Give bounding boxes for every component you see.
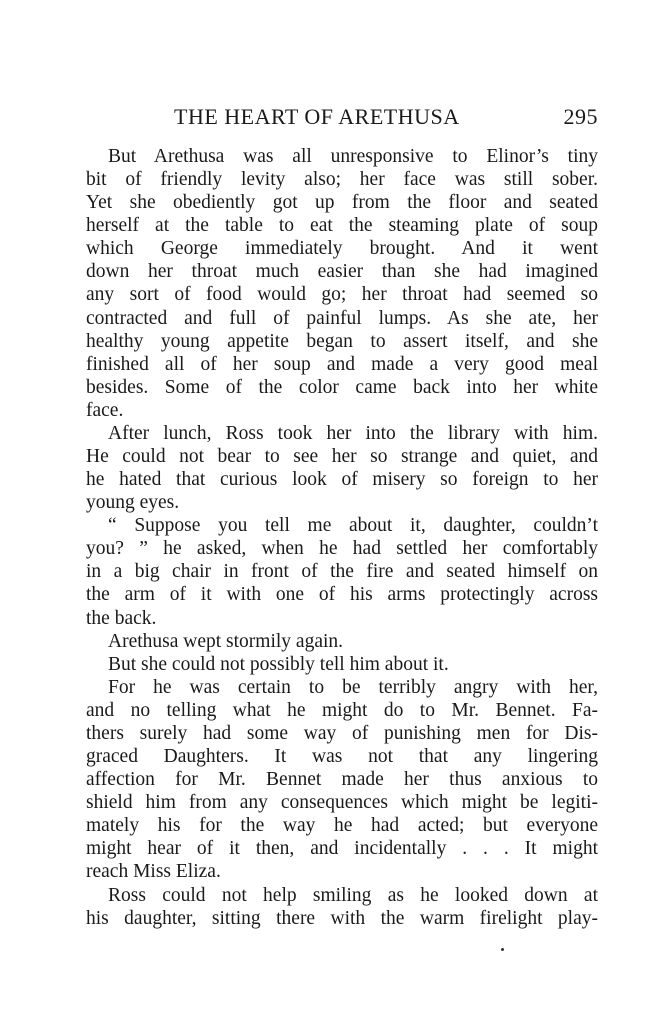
- text-line: thers surely had some way of punishing men for Dis-: [86, 722, 598, 744]
- text-line: finished all of her soup and made a very good meal: [86, 353, 598, 375]
- text-line: Yet she obediently got up from the floor and seated: [86, 192, 598, 214]
- text-line: For he was certain to be terribly angry with her,: [108, 676, 598, 698]
- text-line: herself at the table to eat the steaming plate of soup: [86, 215, 598, 237]
- text-line: any sort of food would go; her throat had seemed so: [86, 284, 598, 306]
- text-line: in a big chair in front of the fire and seated himself on: [86, 561, 598, 583]
- text-line: face.: [86, 399, 124, 421]
- text-line: besides. Some of the color came back into her white: [86, 376, 598, 398]
- text-line: he hated that curious look of misery so foreign to her: [86, 469, 598, 491]
- text-line: He could not bear to see her so strange and quiet, and: [86, 446, 598, 468]
- text-line: shield him from any consequences which might be legiti-: [86, 792, 598, 814]
- text-line: But Arethusa was all unresponsive to Elinor’s tiny: [108, 146, 598, 167]
- page-number: 295: [563, 104, 598, 129]
- running-title: THE HEART OF ARETHUSA: [174, 104, 460, 129]
- text-line: you? ” he asked, when he had settled her comfortably: [86, 538, 598, 560]
- text-line: Ross could not help smiling as he looked down at: [108, 884, 598, 906]
- text-line: his daughter, sitting there with the warm firelight play-: [86, 907, 598, 929]
- text-line: After lunch, Ross took her into the library with him.: [108, 422, 598, 444]
- text-line: contracted and full of painful lumps. As she ate, her: [86, 307, 598, 329]
- text-line: might hear of it then, and incidentally . . . It might: [86, 838, 598, 860]
- text-line: the back.: [86, 607, 157, 629]
- running-header: [174, 104, 598, 134]
- text-line: and no telling what he might do to Mr. Bennet. Fa-: [86, 699, 598, 721]
- text-line: mately his for the way he had acted; but everyone: [86, 815, 598, 837]
- text-line: down her throat much easier than she had imagined: [86, 261, 598, 283]
- text-line: graced Daughters. It was not that any lingering: [86, 746, 598, 768]
- text-line: “ Suppose you tell me about it, daughter, couldn’t: [108, 515, 598, 537]
- text-line: healthy young appetite began to assert itself, and she: [86, 330, 598, 352]
- text-line: the arm of it with one of his arms protectingly across: [86, 584, 598, 606]
- text-line: reach Miss Eliza.: [86, 861, 221, 883]
- text-line: bit of friendly levity also; her face was still sober.: [86, 169, 598, 191]
- text-line: which George immediately brought. And it went: [86, 238, 598, 260]
- body-text: [86, 145, 598, 930]
- printer-mark: [501, 948, 504, 951]
- text-line: young eyes.: [86, 492, 180, 514]
- text-line: But she could not possibly tell him about it.: [108, 653, 449, 675]
- text-line: Arethusa wept stormily again.: [108, 630, 344, 652]
- text-line: affection for Mr. Bennet made her thus anxious to: [86, 769, 598, 791]
